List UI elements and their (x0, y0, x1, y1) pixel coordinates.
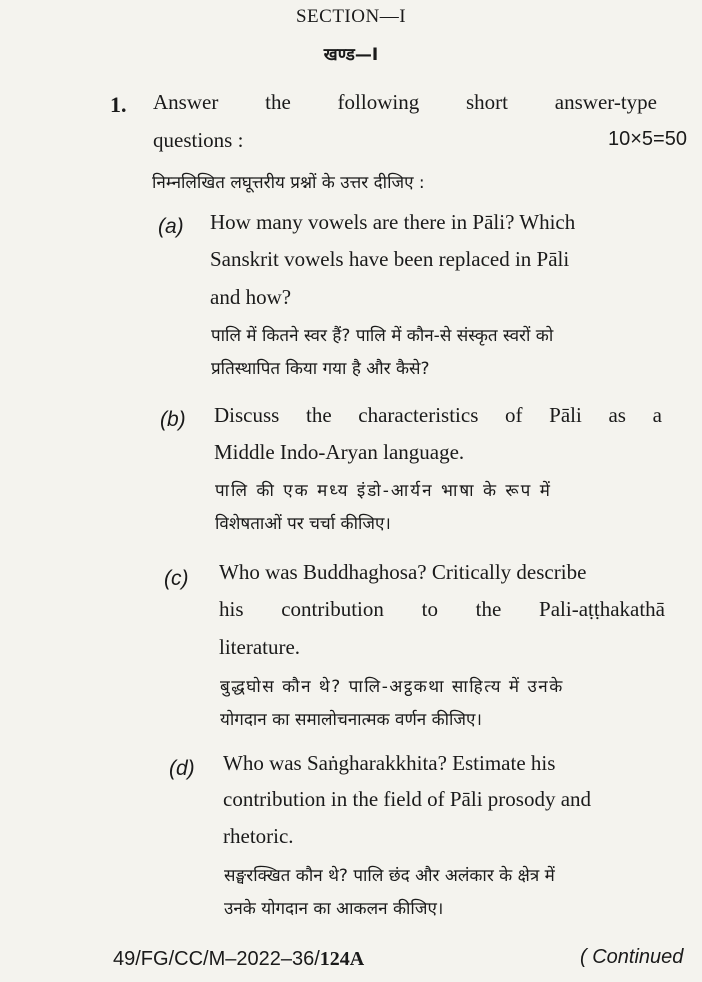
subquestion-d-hindi2: उनके योगदान का आकलन कीजिए। (224, 899, 444, 919)
subquestion-d-hindi1: सङ्घरक्खित कौन थे? पालि छंद और अलंकार के क्षेत्र में (224, 866, 555, 886)
subquestion-a-line3: and how? (210, 285, 292, 309)
continued-label: ( Continued (580, 946, 684, 968)
subquestion-a-hindi1: पालि में कितने स्वर हैं? पालि में कौन-से संस्कृत स्वरों को (211, 326, 554, 346)
subquestion-b-label: (b) (160, 408, 186, 431)
subquestion-d-line3: rhetoric. (223, 824, 294, 848)
subquestion-c-label: (c) (164, 567, 189, 590)
subquestion-a-line1: How many vowels are there in Pāli? Which (210, 210, 576, 234)
subquestion-b-hindi1: पालि की एक मध्य इंडो-आर्यन भाषा के रूप में (215, 481, 552, 501)
subquestion-c-hindi2: योगदान का समालोचनात्मक वर्णन कीजिए। (220, 710, 482, 730)
subquestion-b-line2: Middle Indo-Aryan language. (214, 440, 465, 464)
question-instruction-line2: questions : (153, 128, 244, 152)
section-heading: SECTION—I (295, 6, 407, 27)
subquestion-b-line1: Discuss the characteristics of Pāli as a (214, 403, 662, 427)
section-heading-hindi: खण्ड—I (323, 45, 379, 65)
subquestion-a-hindi2: प्रतिस्थापित किया गया है और कैसे? (211, 359, 430, 379)
question-instruction-hindi: निम्नलिखित लघूत्तरीय प्रश्नों के उत्तर दीजिए : (152, 173, 425, 193)
subquestion-d-line2: contribution in the field of Pāli prosody and (223, 787, 592, 811)
subquestion-a-line2: Sanskrit vowels have been replaced in Pāli (210, 247, 570, 271)
subquestion-d-label: (d) (169, 757, 195, 780)
subquestion-d-line1: Who was Saṅgharakkhita? Estimate his (223, 751, 556, 775)
subquestion-c-hindi1: बुद्धघोस कौन थे? पालि-अट्ठकथा साहित्य में उनके (220, 677, 564, 697)
subquestion-a-label: (a) (158, 215, 184, 238)
question-number: 1. (110, 92, 127, 117)
subquestion-c-line1: Who was Buddhaghosa? Critically describe (219, 560, 587, 584)
subquestion-c-line3: literature. (219, 635, 301, 659)
question-instruction-line1: Answer the following short answer-type (153, 90, 657, 114)
marks-allocation: 10×5=50 (608, 128, 687, 150)
paper-code: 49/FG/CC/M–2022–36/124A (113, 948, 365, 970)
subquestion-b-hindi2: विशेषताओं पर चर्चा कीजिए। (215, 514, 391, 534)
subquestion-c-line2: his contribution to the Pali-aṭṭhakathā (219, 597, 665, 621)
